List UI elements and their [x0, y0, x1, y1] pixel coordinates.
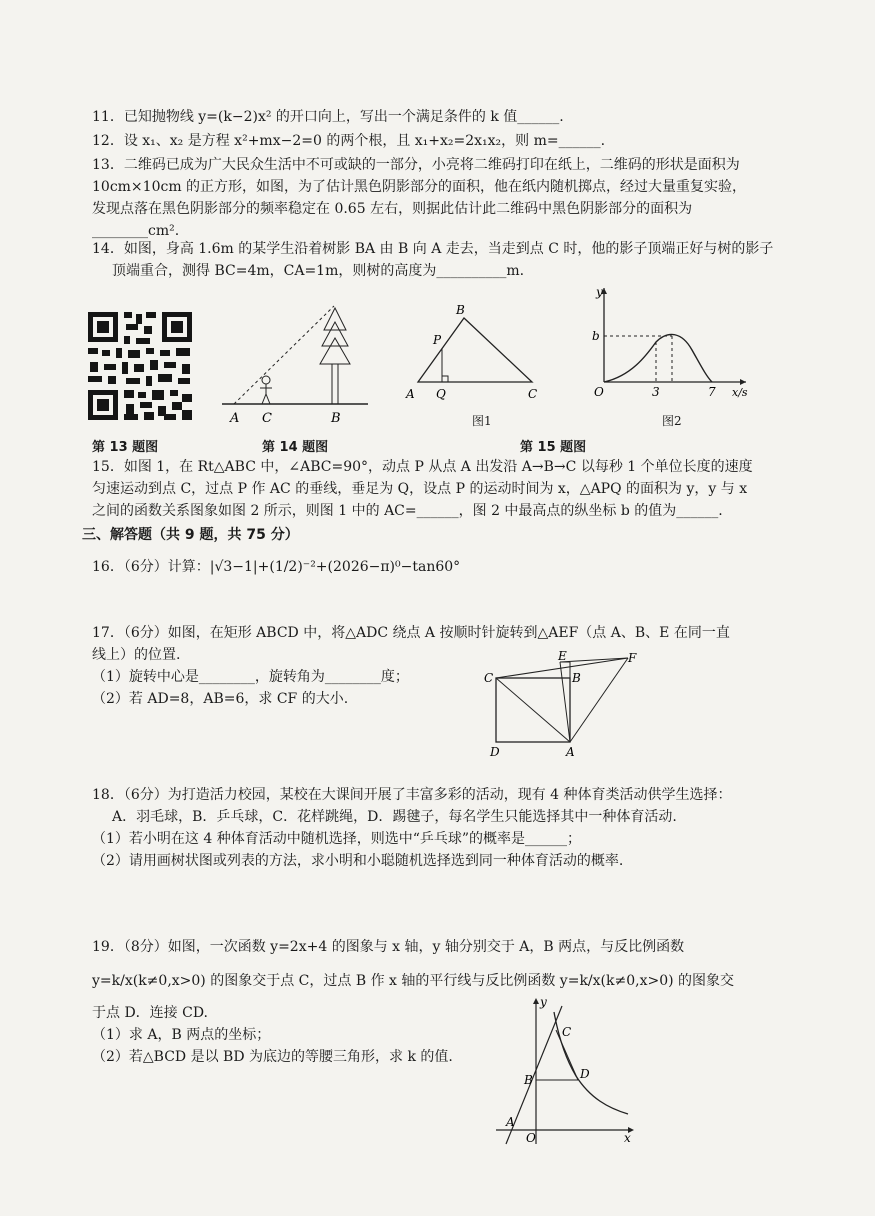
- q15-fig1-caption: 图1: [472, 414, 492, 428]
- section-title-3: 三、解答题（共 9 题，共 75 分）: [82, 527, 299, 543]
- q15-line3: 之间的函数关系图象如图 2 所示，则图 1 中的 AC=______，图 2 中最高点的纵坐标 b 的值为______.: [92, 503, 723, 519]
- q17-line2: 线上）的位置.: [92, 647, 181, 663]
- q11-text: 11．已知抛物线 y=(k−2)x² 的开口向上，写出一个满足条件的 k 值______.: [92, 109, 564, 125]
- q19-line5: （2）若△BCD 是以 BD 为底边的等腰三角形，求 k 的值.: [92, 1049, 453, 1065]
- q13-line1: 13．二维码已成为广大民众生活中不可或缺的一部分，小亮将二维码打印在纸上，二维码的形状是面积为: [92, 157, 740, 173]
- f15b-label-y: y: [596, 285, 603, 299]
- q18-line4: （2）请用画树状图或列表的方法，求小明和小聪随机选择选到同一种体育活动的概率.: [92, 853, 624, 869]
- q15-figure1: [404, 300, 554, 412]
- q18-line1: 18．（6分）为打造活力校园，某校在大课间开展了丰富多彩的活动，现有 4 种体育类活动供学生选择：: [92, 787, 732, 803]
- f19-label-o: O: [526, 1131, 536, 1145]
- q15-line1: 15．如图 1，在 Rt△ABC 中，∠ABC=90°，动点 P 从点 A 出发沿 A→B→C 以每秒 1 个单位长度的速度: [92, 459, 753, 475]
- f17-label-d: D: [490, 745, 500, 759]
- q15-figure2: [586, 280, 756, 410]
- q13-line3: 发现点落在黑色阴影部分的频率稳定在 0.65 左右，则据此估计此二维码中黑色阴影部分的面积为: [92, 201, 693, 217]
- f19-label-b: B: [524, 1073, 533, 1087]
- q13-line2: 10cm×10cm 的正方形，如图，为了估计黑色阴影部分的面积，他在纸内随机掷点，经过大量重复实验，: [92, 179, 747, 195]
- f19-label-c: C: [562, 1025, 572, 1039]
- q14-figure: [222, 300, 372, 430]
- f17-label-f: F: [628, 651, 637, 665]
- f15b-tick-7: 7: [708, 385, 716, 399]
- q16-text: 16．（6分）计算：|√3−1|+(1/2)⁻²+(2026−π)⁰−tan60°: [92, 559, 461, 575]
- f14-label-a: A: [230, 411, 240, 426]
- f15a-label-p: P: [433, 333, 442, 347]
- f15a-label-q: Q: [436, 387, 446, 401]
- q14-line2: 顶端重合，测得 BC=4m，CA=1m，则树的高度为__________m.: [112, 263, 525, 279]
- q17-figure: [480, 648, 640, 760]
- q17-line1: 17．（6分）如图，在矩形 ABCD 中，将△ADC 绕点 A 按顺时针旋转到△AEF（点 A、B、E 在同一直: [92, 625, 730, 641]
- q18-line3: （1）若小明在这 4 种体育活动中随机选择，则选中“乒乓球”的概率是______；: [92, 831, 582, 847]
- q19-line4: （1）求 A，B 两点的坐标；: [92, 1027, 271, 1043]
- f14-label-b: B: [331, 411, 341, 426]
- f15b-tick-3: 3: [652, 385, 660, 399]
- f15a-label-b: B: [456, 303, 465, 317]
- q13-line4: ________cm².: [92, 223, 180, 239]
- q12-text: 12．设 x₁、x₂ 是方程 x²+mx−2=0 的两个根，且 x₁+x₂=2x₁x₂，则 m=______.: [92, 133, 606, 149]
- q15-fig2-caption: 图2: [662, 414, 682, 428]
- f19-label-x: x: [624, 1131, 631, 1145]
- q18-line2: A．羽毛球，B．乒乓球，C．花样跳绳，D．踢毽子，每名学生只能选择其中一种体育活动.: [112, 809, 677, 825]
- q14-caption: 第 14 题图: [262, 440, 329, 455]
- f14-label-c: C: [262, 411, 272, 426]
- q19-line3: 于点 D．连接 CD.: [92, 1005, 209, 1021]
- f17-label-c: C: [484, 671, 494, 685]
- f15a-label-c: C: [528, 387, 538, 401]
- q15-line2: 匀速运动到点 C，过点 P 作 AC 的垂线，垂足为 Q，设点 P 的运动时间为 x，△APQ 的面积为 y，y 与 x: [92, 481, 748, 497]
- f19-label-d: D: [580, 1067, 590, 1081]
- f15b-label-b: b: [592, 329, 600, 343]
- f17-label-b: B: [572, 671, 581, 685]
- f17-label-e: E: [558, 649, 567, 663]
- q17-line4: （2）若 AD=8，AB=6，求 CF 的大小.: [92, 691, 349, 707]
- q19-line2: y=k/x(k≠0,x>0) 的图象交于点 C，过点 B 作 x 轴的平行线与反比例函数 y=k/x(k≠0,x>0) 的图象交: [92, 973, 735, 989]
- f19-label-y: y: [540, 995, 547, 1009]
- f19-label-a: A: [506, 1115, 515, 1129]
- f15b-xlabel: x/s: [732, 386, 748, 399]
- q15-caption: 第 15 题图: [520, 440, 587, 455]
- q13-caption: 第 13 题图: [92, 440, 159, 455]
- q19-figure: [492, 994, 642, 1146]
- q17-line3: （1）旋转中心是________，旋转角为________度；: [92, 669, 409, 685]
- q19-line1: 19．（8分）如图，一次函数 y=2x+4 的图象与 x 轴，y 轴分别交于 A，B 两点，与反比例函数: [92, 939, 685, 955]
- f15b-label-o: O: [594, 385, 604, 399]
- q14-line1: 14．如图，身高 1.6m 的某学生沿着树影 BA 由 B 向 A 走去，当走到点 C 时，他的影子顶端正好与树的影子: [92, 241, 774, 257]
- f15a-label-a: A: [406, 387, 415, 401]
- qr-code-figure: [86, 310, 194, 422]
- f17-label-a: A: [566, 745, 575, 759]
